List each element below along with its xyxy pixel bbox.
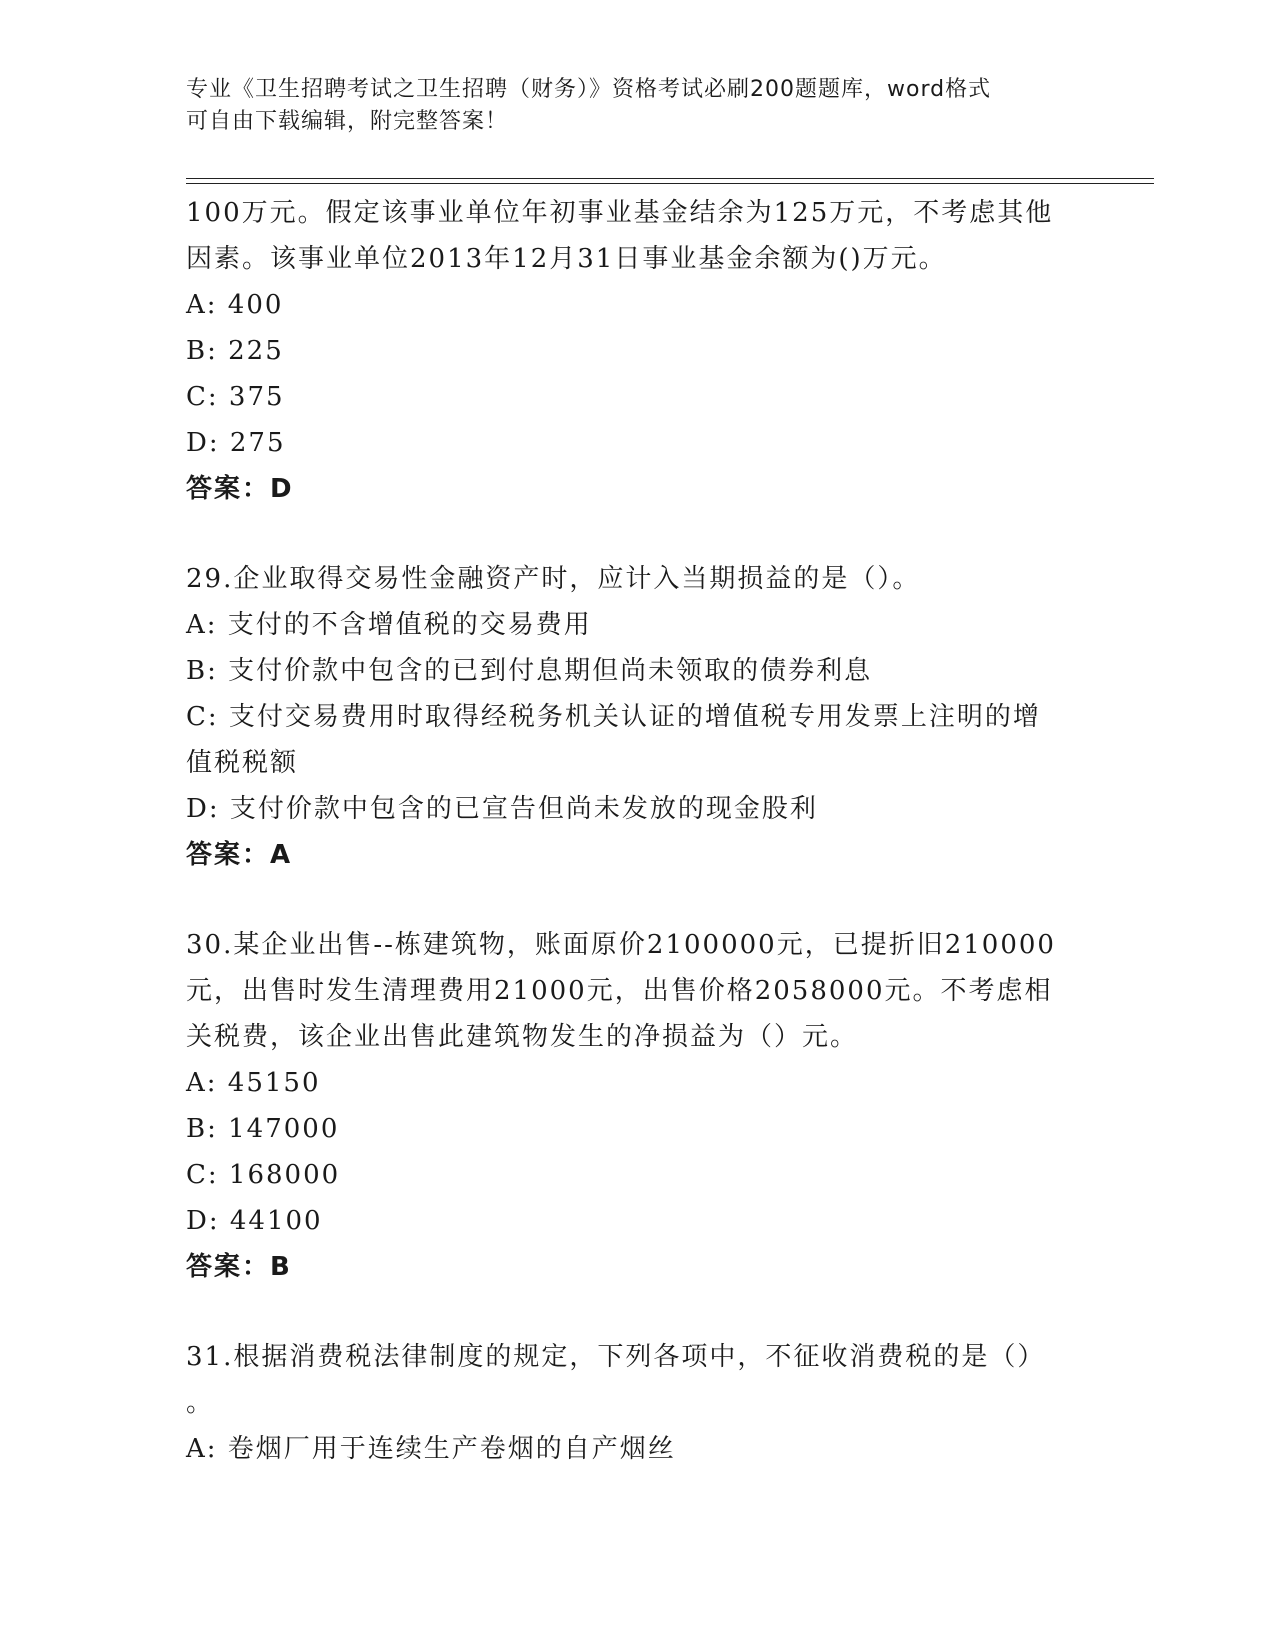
question-text: 。 <box>186 1388 215 1418</box>
question-31 <box>186 1334 1086 1472</box>
header-line-2: 可自由下载编辑，附完整答案！ <box>186 109 509 134</box>
question-text: 30.某企业出售--栋建筑物，账面原价2100000元，已提折旧210000 <box>186 930 1056 960</box>
option-c: C: 支付交易费用时取得经税务机关认证的增值税专用发票上注明的增 <box>186 702 1041 732</box>
question-28 <box>186 190 1086 512</box>
question-29 <box>186 556 1086 878</box>
question-text: 元，出售时发生清理费用21000元，出售价格2058000元。不考虑相 <box>186 976 1053 1006</box>
answer: 答案：A <box>186 840 293 870</box>
answer: 答案：B <box>186 1252 292 1282</box>
answer: 答案：D <box>186 474 294 504</box>
document-header <box>186 74 1086 138</box>
option-a: A: 400 <box>186 290 284 320</box>
document-body <box>186 190 1086 1472</box>
option-a: A: 卷烟厂用于连续生产卷烟的自产烟丝 <box>186 1434 676 1464</box>
question-30 <box>186 922 1086 1290</box>
option-d: D: 275 <box>186 428 286 458</box>
option-b: B: 支付价款中包含的已到付息期但尚未领取的债券利息 <box>186 656 873 686</box>
header-rule-bottom <box>186 183 1154 184</box>
option-d: D: 支付价款中包含的已宣告但尚未发放的现金股利 <box>186 794 818 824</box>
option-b: B: 147000 <box>186 1114 340 1144</box>
question-text: 29.企业取得交易性金融资产时，应计入当期损益的是（）。 <box>186 564 921 594</box>
header-rule-top <box>186 178 1154 179</box>
option-c-continued: 值税税额 <box>186 748 299 778</box>
option-c: C: 168000 <box>186 1160 341 1190</box>
header-line-1: 专业《卫生招聘考试之卫生招聘（财务）》资格考试必刷200题题库，word格式 <box>186 77 992 102</box>
option-a: A: 支付的不含增值税的交易费用 <box>186 610 592 640</box>
question-text: 关税费，该企业出售此建筑物发生的净损益为（）元。 <box>186 1022 859 1052</box>
option-b: B: 225 <box>186 336 284 366</box>
option-c: C: 375 <box>186 382 285 412</box>
question-text: 31.根据消费税法律制度的规定，下列各项中，不征收消费税的是（） <box>186 1342 1046 1372</box>
option-d: D: 44100 <box>186 1206 323 1236</box>
question-text: 因素。该事业单位2013年12月31日事业基金余额为()万元。 <box>186 244 947 274</box>
question-text: 100万元。假定该事业单位年初事业基金结余为125万元，不考虑其他 <box>186 198 1054 228</box>
option-a: A: 45150 <box>186 1068 321 1098</box>
